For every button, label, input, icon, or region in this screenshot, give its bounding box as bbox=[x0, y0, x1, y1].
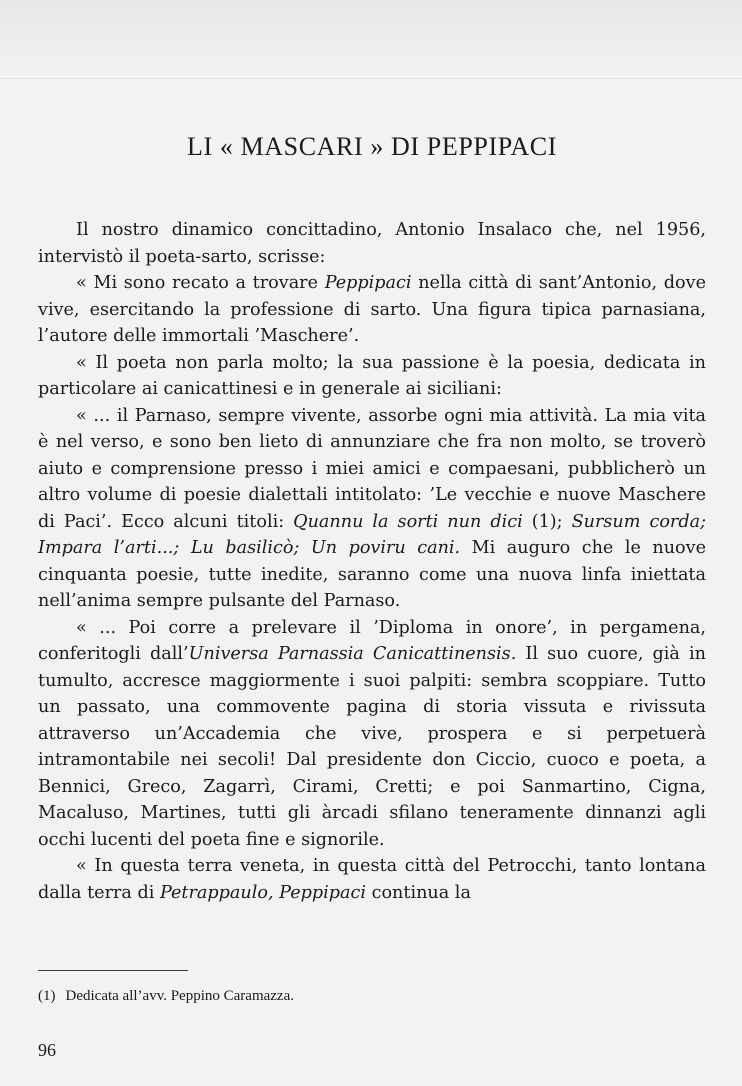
body-paragraph bbox=[38, 270, 706, 350]
paragraph-text: « In questa terra veneta, in questa città del Petrocchi, tanto lontana dalla terra di bbox=[38, 856, 706, 903]
paragraph-text: « Il poeta non parla molto; la sua passione è la poesia, dedicata in particolare ai canicattinesi e in generale ai siciliani: bbox=[38, 352, 706, 399]
body-paragraph bbox=[38, 350, 706, 403]
paragraph-text: Il nostro dinamico concittadino, Antonio Insalaco che, nel 1956, intervistò il poeta-sarto, scrisse: bbox=[38, 220, 706, 267]
footnote-number: (1) bbox=[38, 988, 56, 1004]
paragraph-text: « Mi sono recato a trovare bbox=[76, 273, 325, 293]
italic-text: Peppipaci bbox=[324, 273, 412, 293]
paragraph-text: (1); bbox=[522, 511, 572, 532]
footnote bbox=[38, 988, 294, 1005]
body-paragraph bbox=[38, 217, 706, 270]
italic-text: Universa Parnassia Canicattinensis. bbox=[188, 644, 517, 664]
body-paragraph bbox=[38, 403, 706, 615]
italic-text: Quannu la sorti nun dici bbox=[293, 511, 523, 532]
paragraph-text: « ... Poi corre a prelevare il ’Diploma in onore’, in pergamena, conferitogli dall’ bbox=[38, 617, 706, 664]
footnote-separator bbox=[38, 970, 188, 971]
chapter-title: LI « MASCARI » DI PEPPIPACI bbox=[187, 132, 557, 161]
footnote-text: Dedicata all’avv. Peppino Caramazza. bbox=[65, 988, 295, 1004]
page-number: 96 bbox=[38, 1040, 56, 1060]
italic-text: Petrappaulo, Peppipaci bbox=[159, 882, 366, 903]
chapter-body bbox=[38, 217, 706, 906]
paragraph-text: nella città di sant’Antonio, dove vive, esercitando la professione di sarto. Una figura tipica parnasiana, l’autore delle immortali ’Maschere’. bbox=[38, 273, 706, 346]
paragraph-text: « ... il Parnaso, sempre vivente, assorbe ogni mia attività. La mia vita è nel verso, e sono ben lieto di annunziare che fra non molto, se troverò aiuto e comprensione presso i miei amici e compaesani, pubblicherò un altro volume di poesie dialettali intitolato: ’Le vecchie e nuove Maschere di Paci’. Ecco alcuni titoli: bbox=[38, 405, 706, 532]
italic-text: Sursum corda; Impara l’arti...; Lu basilicò; Un poviru cani. bbox=[38, 511, 707, 558]
body-paragraph bbox=[38, 853, 706, 906]
paragraph-text: Il suo cuore, già in tumulto, accresce maggiormente i suoi palpiti: sembra scoppiare. Tutto un passato, una commovente pagina di storia vissuta e rivissuta attraverso un’Accademia che vive, prospera e si perpetuerà intramontabile nei secoli! Dal presidente don Ciccio, cuoco e poeta, a Bennici, Greco, Zagarrì, Cirami, Cretti; e poi Sanmartino, Cigna, Macaluso, Martines, tutti gli àrcadi sfilano teneramente dinnanzi agli occhi lucenti del poeta fine e signorile. bbox=[38, 644, 707, 850]
book-page bbox=[38, 0, 706, 1086]
paragraph-text: continua la bbox=[366, 882, 471, 903]
body-paragraph bbox=[38, 615, 706, 854]
paragraph-text: Mi auguro che le nuove cinquanta poesie, tutte inedite, saranno come una nuova linfa iniettata nell’anima sempre pulsante del Parnaso. bbox=[38, 538, 706, 611]
